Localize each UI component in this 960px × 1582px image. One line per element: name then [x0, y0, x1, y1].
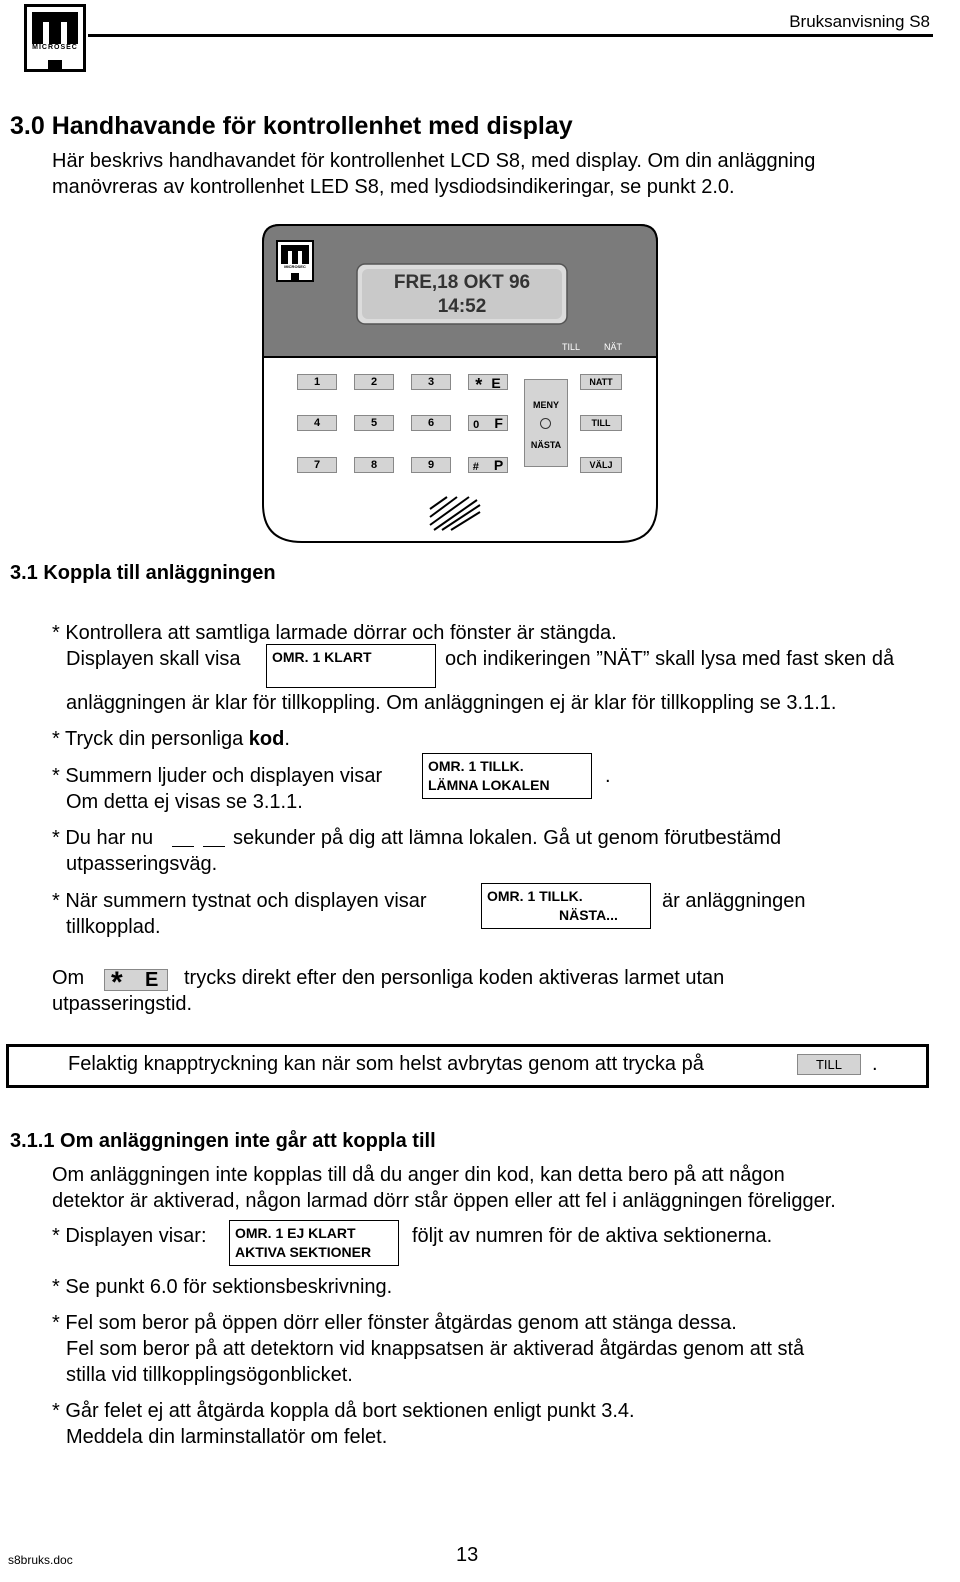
gar-line-1: * Går felet ej att åtgärda koppla då bort sektionen enligt punkt 3.4.	[52, 1400, 635, 1422]
bullet-3-line-1: * Summern ljuder och displayen visar	[52, 765, 383, 787]
header-rule	[88, 34, 933, 37]
fel-line-2: Fel som beror på att detektorn vid knappsatsen är aktiverad åtgärdas genom att stå	[66, 1338, 805, 1360]
key-till[interactable]: TILL	[580, 415, 622, 431]
bullet-1-line-1: * Kontrollera att samtliga larmade dörrar och fönster är stängda.	[52, 622, 617, 644]
meny-label: MENY	[532, 400, 559, 410]
bullet-5-line-2: tillkopplad.	[66, 916, 161, 938]
para-line-1: Om anläggningen inte kopplas till då du anger din kod, kan detta bero på att någon	[52, 1164, 785, 1186]
key-2[interactable]: 2	[354, 374, 394, 390]
display-ej-klart-line-2: AKTIVA SEKTIONER	[235, 1244, 372, 1260]
om-pre: Om	[52, 967, 85, 989]
bullet-5-line-1: * När summern tystnat och displayen visar	[52, 890, 427, 912]
display-bullet-pre: * Displayen visar:	[52, 1225, 207, 1247]
gar-line-2: Meddela din larminstallatör om felet.	[66, 1426, 388, 1448]
blank-line-2	[203, 846, 225, 847]
key-star-letter: E	[491, 375, 501, 391]
indicator-till-label: TILL	[562, 342, 581, 352]
lcd-line-1: FRE,18 OKT 96	[393, 272, 531, 293]
key-star-symbol: *	[475, 375, 483, 395]
para-line-2: detektor är aktiverad, någon larmad dörr står öppen eller att fel i anläggningen föreligger.	[52, 1190, 836, 1212]
key-zero-letter: F	[494, 415, 503, 431]
se-punkt-line: * Se punkt 6.0 för sektionsbeskrivning.	[52, 1276, 393, 1298]
display-nasta-line-2: NÄSTA...	[559, 907, 618, 923]
lcd-line-2: 14:52	[437, 296, 487, 317]
key-8[interactable]: 8	[354, 457, 394, 473]
bullet-3-line-2: Om detta ej visas se 3.1.1.	[66, 791, 303, 813]
key-zero-label: 0	[473, 419, 480, 431]
star-e-key-icon	[104, 966, 168, 999]
page-number: 13	[456, 1544, 479, 1566]
section-3-1-title: 3.1 Koppla till anläggningen	[10, 562, 276, 584]
key-1[interactable]: 1	[297, 374, 337, 390]
doc-title: Bruksanvisning S8	[789, 12, 930, 31]
key-star-e[interactable]	[468, 374, 508, 395]
om-key-symbol: *	[111, 966, 123, 999]
display-bullet-post: följt av numren för de aktiva sektionerna.	[412, 1225, 773, 1247]
key-natt[interactable]: NATT	[580, 374, 622, 390]
logo-text: MICROSEC	[32, 44, 78, 51]
om-post: trycks direkt efter den personliga koden aktiveras larmet utan	[184, 967, 725, 989]
key-6[interactable]: 6	[411, 415, 451, 431]
key-zero-f[interactable]	[468, 415, 508, 431]
header-logo	[24, 4, 86, 72]
display-lamna-line-1: OMR. 1 TILLK.	[428, 758, 524, 774]
till-key-icon: TILL	[797, 1054, 861, 1075]
key-4[interactable]: 4	[297, 415, 337, 431]
bullet-2-pre: * Tryck din personliga	[52, 728, 249, 750]
indicator-nat-label: NÄT	[604, 342, 622, 352]
bullet-2-post: .	[284, 728, 290, 750]
fel-line-1: * Fel som beror på öppen dörr eller fönster åtgärdas genom att stänga dessa.	[52, 1312, 737, 1334]
key-3[interactable]: 3	[411, 374, 451, 390]
bullet-4-a: * Du har nu	[52, 827, 154, 849]
key-7[interactable]: 7	[297, 457, 337, 473]
bullet-1-line-2a: Displayen skall visa	[66, 648, 241, 670]
om-key-letter: E	[145, 969, 159, 991]
key-9[interactable]: 9	[411, 457, 451, 473]
intro-line-1: Här beskrivs handhavandet för kontrollenhet LCD S8, med display. Om din anläggning	[52, 150, 816, 172]
display-lamna-line-2: LÄMNA LOKALEN	[428, 777, 550, 793]
footer-filename: s8bruks.doc	[8, 1553, 73, 1567]
menu-circle-icon	[540, 418, 551, 429]
bullet-4-b: sekunder på dig att lämna lokalen. Gå ut genom förutbestämd	[233, 827, 782, 849]
bullet-3-dot: .	[605, 765, 611, 787]
section-title: 3.0 Handhavande för kontrollenhet med display	[10, 112, 573, 140]
panel-logo	[276, 240, 314, 282]
key-5[interactable]: 5	[354, 415, 394, 431]
display-nasta-line-1: OMR. 1 TILLK.	[487, 888, 583, 904]
bullet-1-line-2b: och indikeringen ”NÄT” skall lysa med fast sken då	[445, 648, 895, 670]
note-text: Felaktig knapptryckning kan när som helst avbrytas genom att trycka på	[68, 1053, 704, 1075]
display-klart-text: OMR. 1 KLART	[272, 649, 372, 665]
panel-logo-text: MICROSEC	[284, 264, 306, 269]
control-panel	[262, 224, 658, 544]
blank-line-1	[172, 846, 194, 847]
bullet-5-after: är anläggningen	[662, 890, 806, 912]
key-hash-label: #	[472, 461, 479, 473]
bullet-1-line-3: anläggningen är klar för tillkoppling. Om anläggningen ej är klar för tillkoppling se 3.1.1.	[66, 692, 837, 714]
intro-line-2: manövreras av kontrollenhet LED S8, med lysdiodsindikeringar, se punkt 2.0.	[52, 176, 735, 198]
note-dot: .	[872, 1053, 878, 1075]
key-hash-letter: P	[493, 457, 504, 473]
fel-line-3: stilla vid tillkopplingsögonblicket.	[66, 1364, 353, 1386]
key-valj[interactable]: VÄLJ	[580, 457, 622, 473]
key-hash-p[interactable]	[468, 457, 508, 473]
bullet-4-line-2: utpasseringsväg.	[66, 853, 218, 875]
bullet-2-bold: kod	[248, 728, 285, 750]
om-line-2: utpasseringstid.	[52, 993, 193, 1015]
bullet-2	[52, 726, 290, 752]
nasta-label: NÄSTA	[530, 440, 562, 450]
display-ej-klart-line-1: OMR. 1 EJ KLART	[235, 1225, 356, 1241]
menu-rocker[interactable]	[524, 379, 568, 467]
section-3-1-1-title: 3.1.1 Om anläggningen inte går att koppla till	[10, 1130, 436, 1152]
